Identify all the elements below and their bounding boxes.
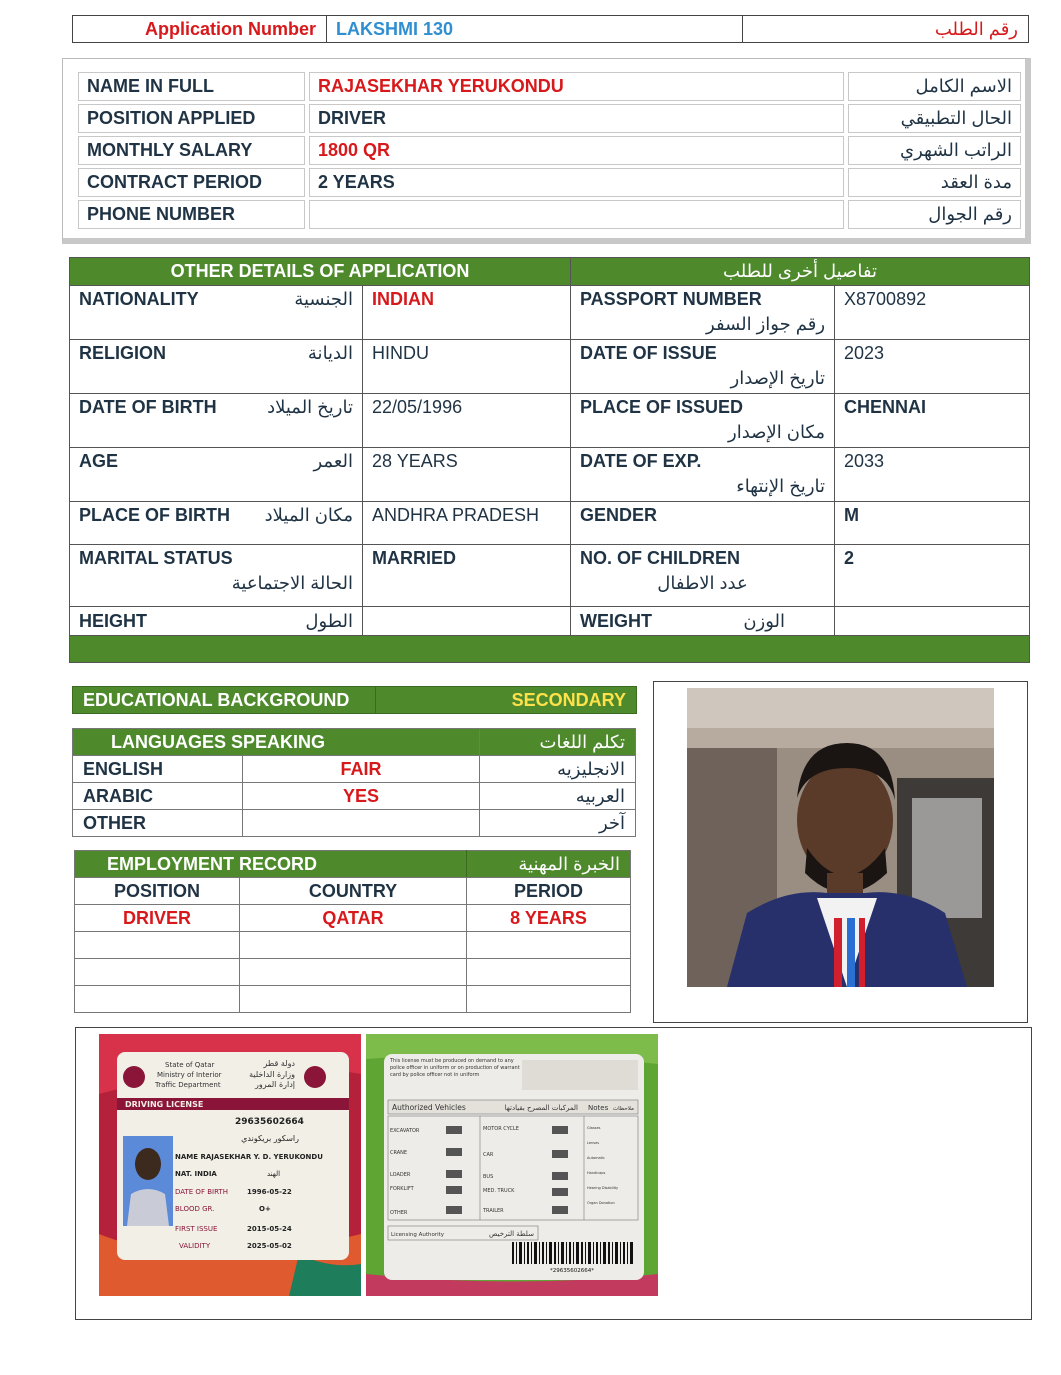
license-back-left-item: CRANE: [390, 1150, 408, 1156]
basic-info-panel: [62, 58, 1031, 244]
employment-col-position: POSITION: [75, 878, 240, 905]
license-front-country: State of Qatar: [165, 1061, 215, 1069]
license-front-dob: 1996-05-22: [247, 1188, 292, 1196]
info-row-position: [78, 104, 1021, 133]
employment-header: [75, 851, 631, 878]
employment-cell: [240, 986, 467, 1013]
license-front-first: 2015-05-24: [247, 1225, 292, 1233]
detail-value: 2023: [835, 340, 1030, 394]
license-back-note-item: Automatic: [587, 1156, 605, 1160]
employment-cell: DRIVER: [75, 905, 240, 932]
other-details-table: [69, 257, 1030, 663]
employment-cell: [75, 932, 240, 959]
detail-value: [363, 607, 571, 636]
language-name: ENGLISH: [73, 756, 243, 783]
employment-columns: [75, 878, 631, 905]
license-back-left-item: LOADER: [390, 1172, 411, 1178]
info-row-phone: [78, 200, 1021, 229]
employment-cell: 8 YEARS: [467, 905, 631, 932]
employment-cell: QATAR: [240, 905, 467, 932]
license-front-ministry-ar: وزارة الداخلية: [249, 1070, 295, 1079]
info-row-salary: [78, 136, 1021, 165]
application-number-label: Application Number: [73, 16, 327, 42]
detail-label-arabic: تاريخ الإنتهاء: [736, 476, 826, 496]
detail-label: DATE OF EXP.: [580, 451, 702, 471]
license-back-right-item: MOTOR CYCLE: [483, 1126, 519, 1132]
license-back-left-item: FORKLIFT: [390, 1186, 414, 1192]
language-row: [73, 756, 636, 783]
license-front-band: DRIVING LICENSE: [125, 1100, 204, 1109]
license-front-number: 29635602664: [235, 1117, 304, 1127]
license-back-notes: Notes: [588, 1104, 609, 1112]
language-name: ARABIC: [73, 783, 243, 810]
license-back-authorized-ar: المركبات المصرح بقيادتها: [504, 1104, 578, 1112]
employment-row: [75, 932, 631, 959]
details-row: [70, 394, 1030, 448]
employment-row: [75, 905, 631, 932]
detail-label-arabic: الجنسية: [294, 289, 353, 309]
info-label: MONTHLY SALARY: [78, 136, 305, 165]
license-front-valid: 2025-05-02: [247, 1242, 292, 1250]
detail-label: PASSPORT NUMBER: [580, 289, 762, 309]
detail-label: DATE OF BIRTH: [79, 397, 217, 417]
license-front-department: Traffic Department: [155, 1081, 221, 1089]
employment-title-arabic: الخبرة المهنية: [467, 851, 631, 878]
employment-cell: [240, 959, 467, 986]
license-back-note-item: Glasses: [587, 1126, 601, 1130]
employment-col-period: PERIOD: [467, 878, 631, 905]
detail-value: 28 YEARS: [363, 448, 571, 502]
detail-label: DATE OF ISSUE: [580, 343, 717, 363]
license-front-nat: NAT. INDIA: [175, 1170, 217, 1178]
application-number-value: LAKSHMI 130: [327, 16, 743, 42]
detail-value: 22/05/1996: [363, 394, 571, 448]
license-back-right-item: MED. TRUCK: [483, 1188, 515, 1194]
language-name: OTHER: [73, 810, 243, 837]
detail-label: AGE: [79, 451, 119, 471]
license-back-right-item: TRAILER: [483, 1208, 504, 1214]
language-row: [73, 810, 636, 837]
detail-value: HINDU: [363, 340, 571, 394]
license-back-note-item: Handicaps: [587, 1171, 606, 1175]
details-row: [70, 545, 1030, 607]
detail-label: WEIGHT: [580, 610, 653, 631]
license-front-dob-label: DATE OF BIRTH: [175, 1188, 228, 1196]
license-back-authorized: Authorized Vehicles: [392, 1103, 466, 1112]
info-value: RAJASEKHAR YERUKONDU: [309, 72, 844, 101]
language-row: [73, 783, 636, 810]
detail-label-arabic: عدد الاطفال: [657, 573, 748, 593]
language-arabic: العربيه: [480, 783, 636, 810]
languages-table: [72, 728, 636, 837]
application-number-row: [72, 15, 1029, 43]
details-header: [70, 258, 1030, 286]
detail-label-arabic: العمر: [313, 451, 353, 471]
info-value: [309, 200, 844, 229]
education-value: SECONDARY: [511, 689, 626, 710]
license-back-authority-ar: سلطة الترخيص: [489, 1230, 534, 1238]
detail-label: NO. OF CHILDREN: [580, 548, 741, 568]
license-back-note-item: Organ Donation: [587, 1201, 615, 1205]
details-row: [70, 607, 1030, 636]
employment-cell: [240, 932, 467, 959]
license-front-department-ar: إدارة المرور: [254, 1080, 295, 1089]
details-row: [70, 340, 1030, 394]
info-label: PHONE NUMBER: [78, 200, 305, 229]
info-label: POSITION APPLIED: [78, 104, 305, 133]
license-back-left-item: OTHER: [390, 1210, 408, 1216]
license-front-valid-label: VALIDITY: [179, 1242, 211, 1250]
detail-value: X8700892: [835, 286, 1030, 340]
education-label: EDUCATIONAL BACKGROUND: [73, 687, 376, 713]
detail-value: INDIAN: [363, 286, 571, 340]
language-level: YES: [243, 783, 480, 810]
info-row-name: [78, 72, 1021, 101]
detail-label-arabic: رقم جواز السفر: [706, 314, 826, 334]
applicant-photo: [687, 688, 994, 987]
basic-info-table: [74, 69, 1025, 232]
license-front-blood: O+: [259, 1205, 271, 1213]
detail-label-arabic: تاريخ الإصدار: [730, 368, 826, 388]
employment-title: EMPLOYMENT RECORD: [75, 851, 467, 878]
info-label: NAME IN FULL: [78, 72, 305, 101]
detail-label-arabic: الطول: [305, 610, 353, 631]
employment-row: [75, 959, 631, 986]
details-title: OTHER DETAILS OF APPLICATION: [70, 258, 571, 286]
employment-cell: [75, 986, 240, 1013]
license-back-notes-ar: ملاحظات: [613, 1106, 634, 1112]
employment-cell: [467, 932, 631, 959]
detail-value: M: [835, 502, 1030, 545]
license-front-name-ar: راسكور بريكوندي: [241, 1134, 299, 1143]
license-front-blood-label: BLOOD GR.: [175, 1205, 215, 1213]
language-arabic: الانجليزيه: [480, 756, 636, 783]
detail-label-arabic: الحالة الاجتماعية: [231, 573, 353, 593]
license-front-first-label: FIRST ISSUE: [175, 1225, 218, 1233]
languages-header: [73, 729, 636, 756]
detail-label: NATIONALITY: [79, 289, 199, 309]
license-back-left-item: EXCAVATOR: [390, 1128, 420, 1134]
info-value: 2 YEARS: [309, 168, 844, 197]
detail-label: PLACE OF ISSUED: [580, 397, 744, 417]
detail-value: ANDHRA PRADESH: [363, 502, 571, 545]
employment-row: [75, 986, 631, 1013]
detail-label-arabic: الديانة: [307, 343, 353, 363]
languages-title-arabic: تكلم اللغات: [480, 729, 636, 756]
language-level: [243, 810, 480, 837]
employment-cell: [467, 986, 631, 1013]
employment-cell: [467, 959, 631, 986]
detail-label: HEIGHT: [79, 610, 148, 631]
info-value: 1800 QR: [309, 136, 844, 165]
license-back-right-item: BUS: [483, 1174, 494, 1180]
detail-label-arabic: مكان الميلاد: [264, 505, 353, 525]
info-arabic: رقم الجوال: [848, 200, 1021, 229]
info-value: DRIVER: [309, 104, 844, 133]
details-row: [70, 286, 1030, 340]
details-title-arabic: تفاصيل أخرى للطلب: [571, 258, 1030, 286]
info-arabic: الراتب الشهري: [848, 136, 1021, 165]
detail-label: MARITAL STATUS: [79, 548, 233, 568]
details-row: [70, 448, 1030, 502]
application-number-arabic: رقم الطلب: [934, 18, 1018, 39]
employment-table: [74, 850, 631, 1013]
detail-value: [835, 607, 1030, 636]
info-row-contract: [78, 168, 1021, 197]
detail-value: 2033: [835, 448, 1030, 502]
detail-value: MARRIED: [363, 545, 571, 607]
detail-label: GENDER: [580, 505, 658, 525]
license-back-right-item: CAR: [483, 1152, 494, 1158]
employment-col-country: COUNTRY: [240, 878, 467, 905]
license-front-nat-ar: الهند: [267, 1170, 281, 1178]
detail-value: 2: [835, 545, 1030, 607]
employment-cell: [75, 959, 240, 986]
driving-license-front: [99, 1034, 361, 1296]
license-front-ministry: Ministry of Interior: [157, 1071, 222, 1079]
details-footer-bar: [70, 636, 1030, 663]
license-back-barcode: *29635602664*: [550, 1268, 594, 1274]
detail-label-arabic: تاريخ الميلاد: [267, 397, 353, 417]
detail-label-arabic: الوزن: [743, 610, 786, 631]
info-arabic: الحال التطبيقي: [848, 104, 1021, 133]
language-arabic: آخر: [480, 810, 636, 837]
info-arabic: مدة العقد: [848, 168, 1021, 197]
info-arabic: الاسم الكامل: [848, 72, 1021, 101]
license-back-note-item: Hearing Disability: [587, 1186, 619, 1190]
detail-label: PLACE OF BIRTH: [79, 505, 230, 525]
driving-license-back: [366, 1034, 658, 1296]
license-front-country-ar: دولة قطر: [263, 1059, 295, 1068]
languages-title: LANGUAGES SPEAKING: [73, 729, 480, 756]
details-row: [70, 502, 1030, 545]
detail-label: RELIGION: [79, 343, 167, 363]
license-back-note-item: Lenses: [587, 1141, 600, 1145]
education-bar: [72, 686, 637, 714]
license-front-name: NAME RAJASEKHAR Y. D. YERUKONDU: [175, 1153, 323, 1161]
info-label: CONTRACT PERIOD: [78, 168, 305, 197]
license-back-notice: This license must be produced on demand to any police officer in uniform or on production of warrant card by police officer not in uniform: [390, 1058, 520, 1078]
license-back-authority: Licensing Authority: [391, 1232, 445, 1238]
language-level: FAIR: [243, 756, 480, 783]
detail-value: CHENNAI: [835, 394, 1030, 448]
detail-label-arabic: مكان الإصدار: [728, 422, 826, 442]
